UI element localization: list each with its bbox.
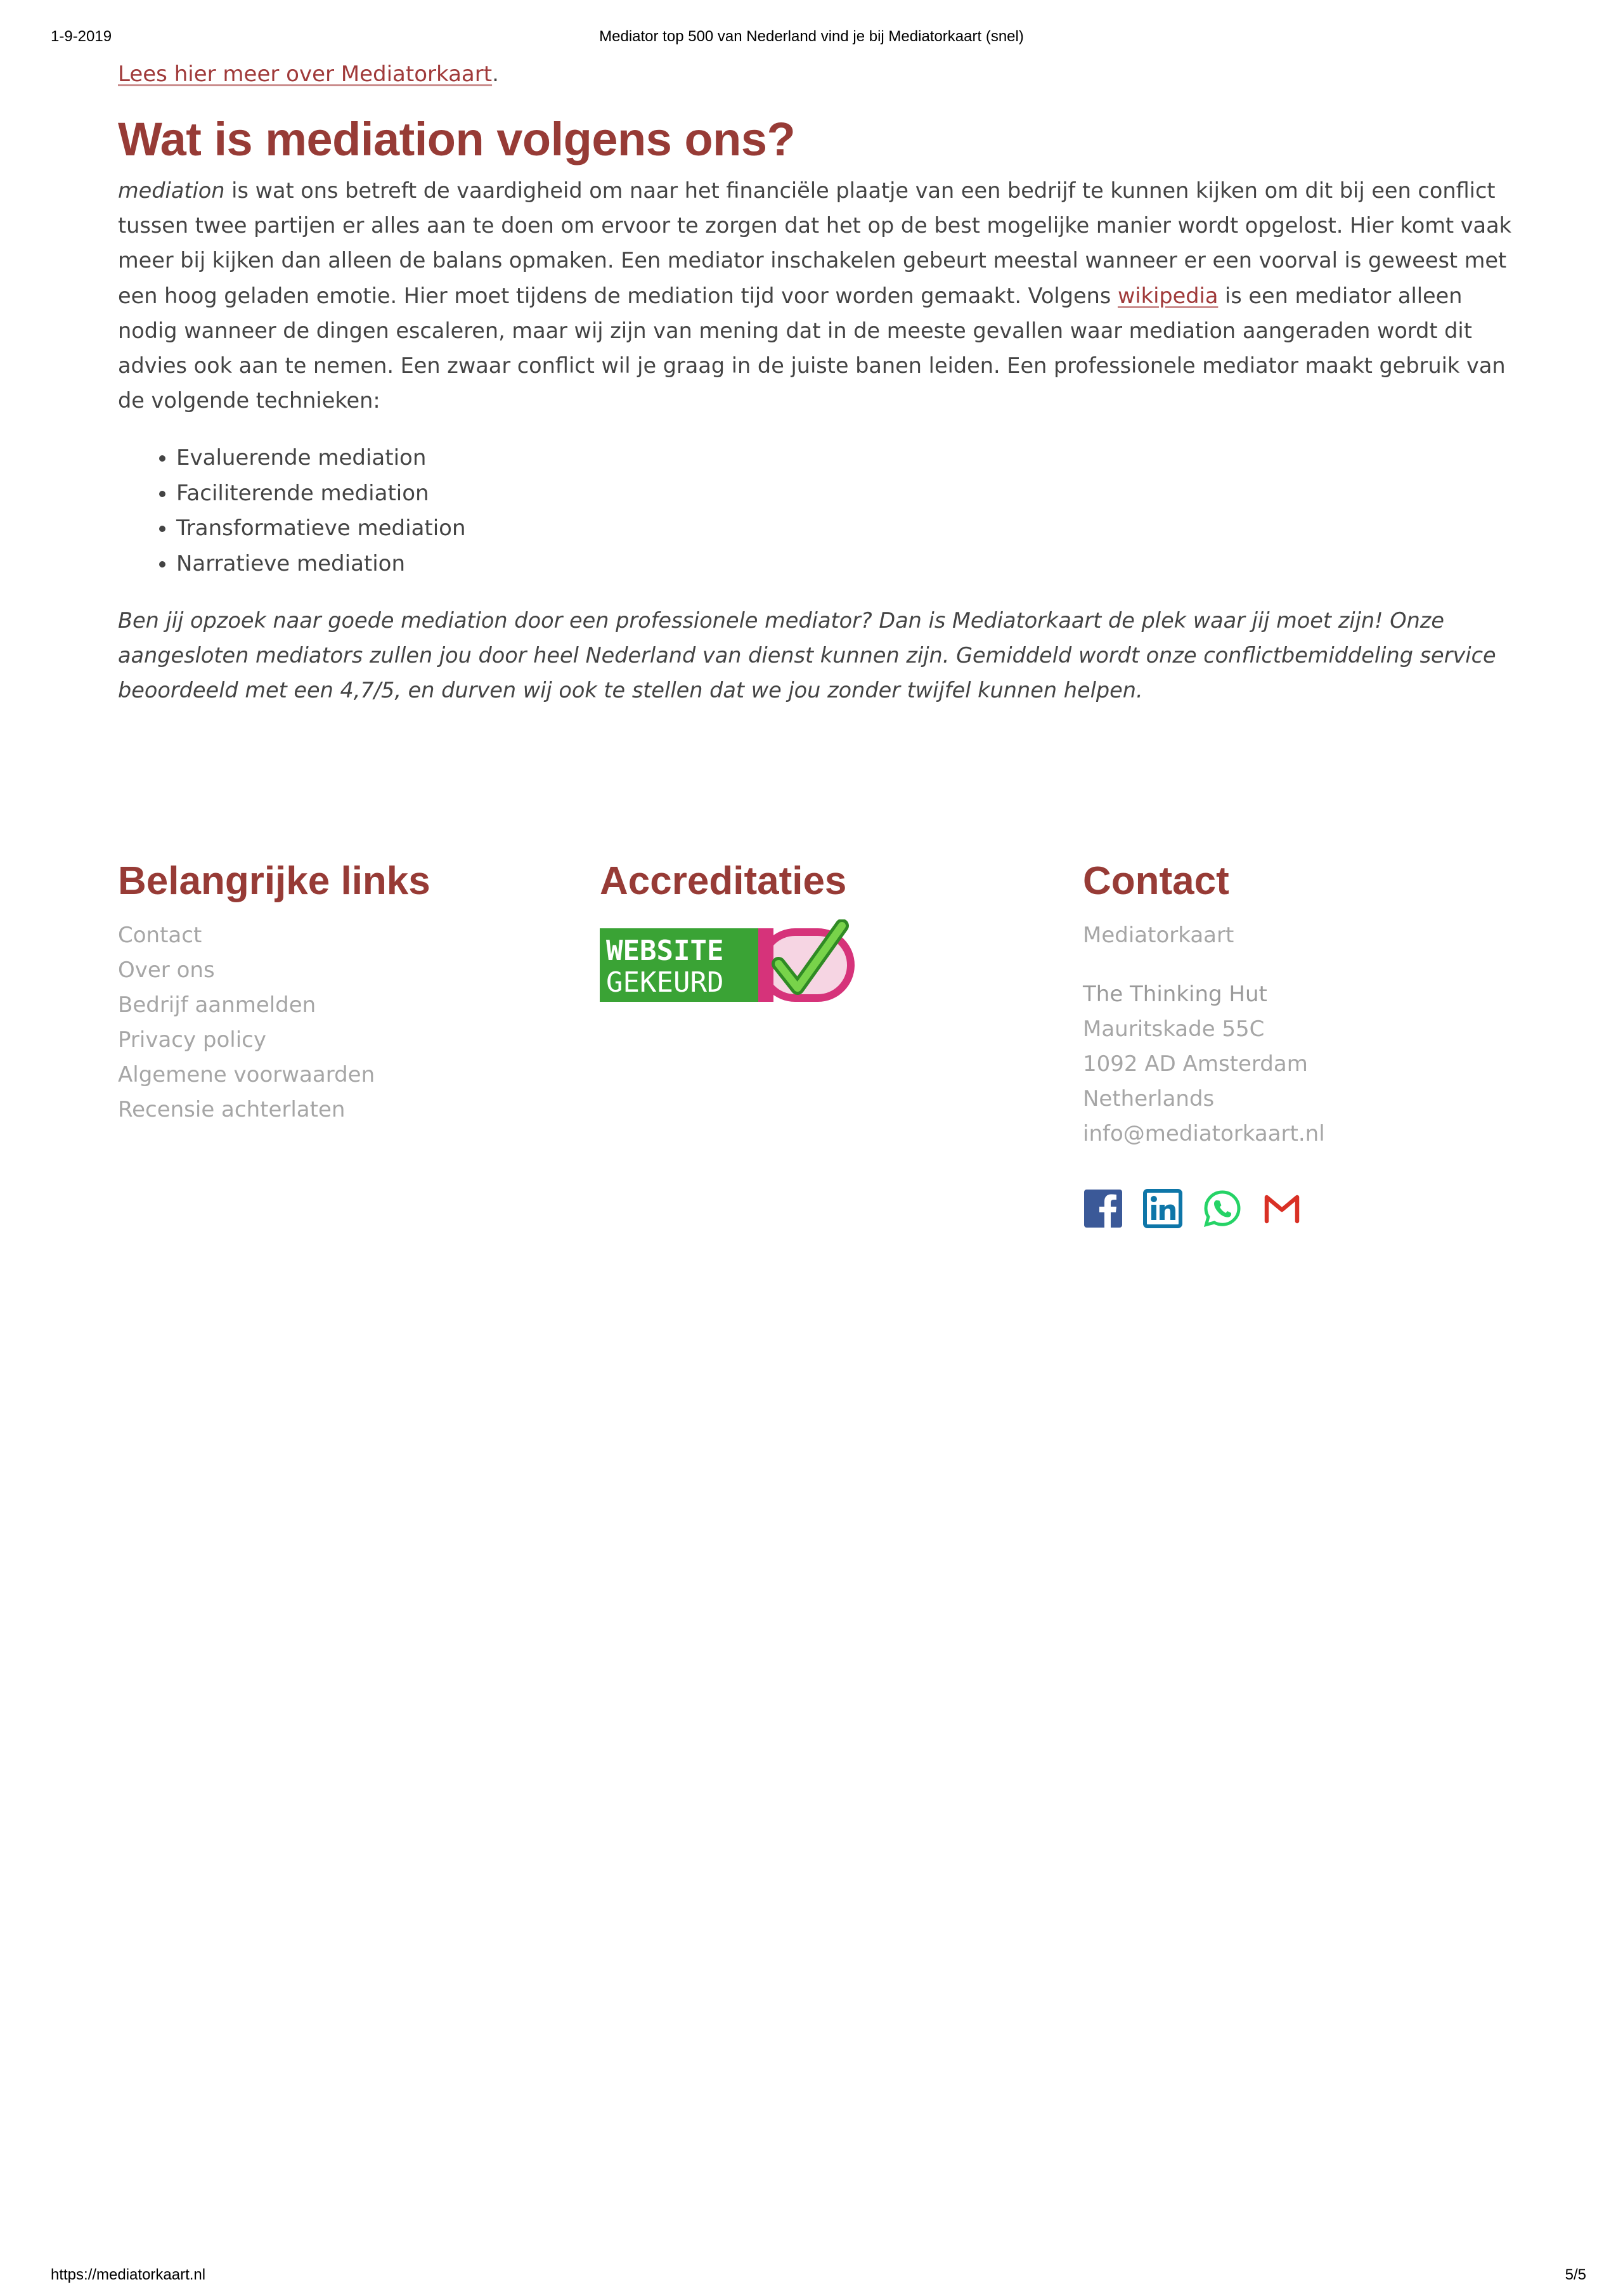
contact-name: The Thinking Hut — [1083, 982, 1267, 1007]
footer-contact-column — [1083, 850, 1539, 1229]
footer-links-column — [118, 850, 574, 1127]
main-content — [118, 57, 1525, 708]
badge-text-line2: GEKEURD — [606, 966, 724, 999]
list-item: • Transformatieve mediation — [176, 511, 1525, 546]
footer-accreditation-heading: Accreditaties — [600, 859, 847, 903]
list-item: • Narratieve mediation — [176, 547, 1525, 581]
footer-link-algemene-voorwaarden[interactable]: Algemene voorwaarden — [118, 1062, 375, 1087]
list-item — [118, 953, 574, 988]
intro-lead-term: mediation — [118, 178, 225, 203]
list-item: • Faciliterende mediation — [176, 476, 1525, 511]
footer-accreditation-column — [600, 850, 1056, 1008]
read-more-link[interactable]: Lees hier meer over Mediatorkaart — [118, 62, 493, 87]
contact-country: Netherlands — [1083, 1086, 1215, 1112]
contact-email-line — [1083, 1117, 1539, 1151]
print-page-number: 5/5 — [1565, 2266, 1586, 2283]
intro-paragraph — [118, 173, 1525, 418]
print-header — [0, 28, 1623, 47]
contact-company: Mediatorkaart — [1083, 923, 1234, 948]
footer-link-recensie-achterlaten[interactable]: Recensie achterlaten — [118, 1097, 346, 1122]
contact-street: Mauritskade 55C — [1083, 1016, 1265, 1042]
intro-text-before-link: is wat ons betreft de vaardigheid om naar het financiële plaatje van een bedrijf te kunnen kijken om dit bij een conflict tussen twee partijen er alles aan te doen om ervoor te zorgen dat het op de best mogelijke manier wordt opgelost. Hier komt vaak meer bij kijken dan alleen de balans opmaken. Een mediator inschakelen gebeurt meestal wanneer er een voorval is geweest met een hoog geladen emotie. Hier moet tijdens de mediation tijd voor worden gemaakt. Volgens — [118, 178, 1512, 308]
print-url: https://mediatorkaart.nl — [51, 2266, 206, 2283]
footer-link-privacy-policy[interactable]: Privacy policy — [118, 1027, 266, 1053]
closing-paragraph: Ben jij opzoek naar goede mediation door een professionele mediator? Dan is Mediatorkaart de plek waar jij moet zijn! Onze aangesloten mediators zullen jou door heel Nederland van dienst kunnen zijn. Gemiddeld wordt onze conflictbemiddeling service beoordeeld met een 4,7/5, en durven wij ook te stellen dat we jou zonder twijfel kunnen helpen. — [118, 608, 1496, 703]
section-heading: Wat is mediation volgens ons? — [118, 113, 796, 165]
website-gekeurd-badge[interactable] — [600, 919, 860, 1008]
list-item — [118, 1023, 574, 1058]
badge-text-line1: WEBSITE — [606, 935, 724, 967]
social-icons — [1083, 1188, 1539, 1229]
list-item — [118, 988, 574, 1023]
contact-address — [1083, 977, 1539, 1151]
list-item — [118, 1058, 574, 1093]
footer-links-list — [118, 918, 574, 1127]
wikipedia-link[interactable]: wikipedia — [1117, 283, 1219, 308]
footer-link-bedrijf-aanmelden[interactable]: Bedrijf aanmelden — [118, 992, 316, 1018]
linkedin-icon[interactable] — [1142, 1188, 1183, 1229]
gmail-icon[interactable] — [1262, 1188, 1302, 1229]
footer-links-heading: Belangrijke links — [118, 859, 430, 903]
print-date: 1-9-2019 — [51, 28, 112, 45]
techniques-list — [118, 441, 1525, 581]
print-page-title: Mediator top 500 van Nederland vind je bij Mediatorkaart (snel) — [599, 28, 1024, 45]
contact-email-link[interactable]: info@mediatorkaart.nl — [1083, 1121, 1325, 1146]
list-item — [118, 918, 574, 953]
footer-link-contact[interactable]: Contact — [118, 923, 202, 948]
contact-city: 1092 AD Amsterdam — [1083, 1051, 1308, 1077]
read-more-suffix: . — [492, 62, 499, 87]
whatsapp-icon[interactable] — [1202, 1188, 1243, 1229]
intro-text-after-link: is een mediator alleen nodig wanneer de dingen escaleren, maar wij zijn van mening dat in de meeste gevallen waar mediation aangeraden wordt dit advies ook aan te nemen. Een zwaar conflict wil je graag in de juiste banen leiden. Een professionele mediator maakt gebruik van de volgende technieken: — [118, 283, 1506, 413]
read-more-line — [118, 57, 1525, 92]
print-footer — [0, 2266, 1623, 2285]
list-item — [118, 1093, 574, 1127]
facebook-icon[interactable] — [1083, 1188, 1123, 1229]
footer-contact-heading: Contact — [1083, 859, 1229, 903]
list-item: • Evaluerende mediation — [176, 441, 1525, 476]
footer-link-over-ons[interactable]: Over ons — [118, 957, 215, 983]
